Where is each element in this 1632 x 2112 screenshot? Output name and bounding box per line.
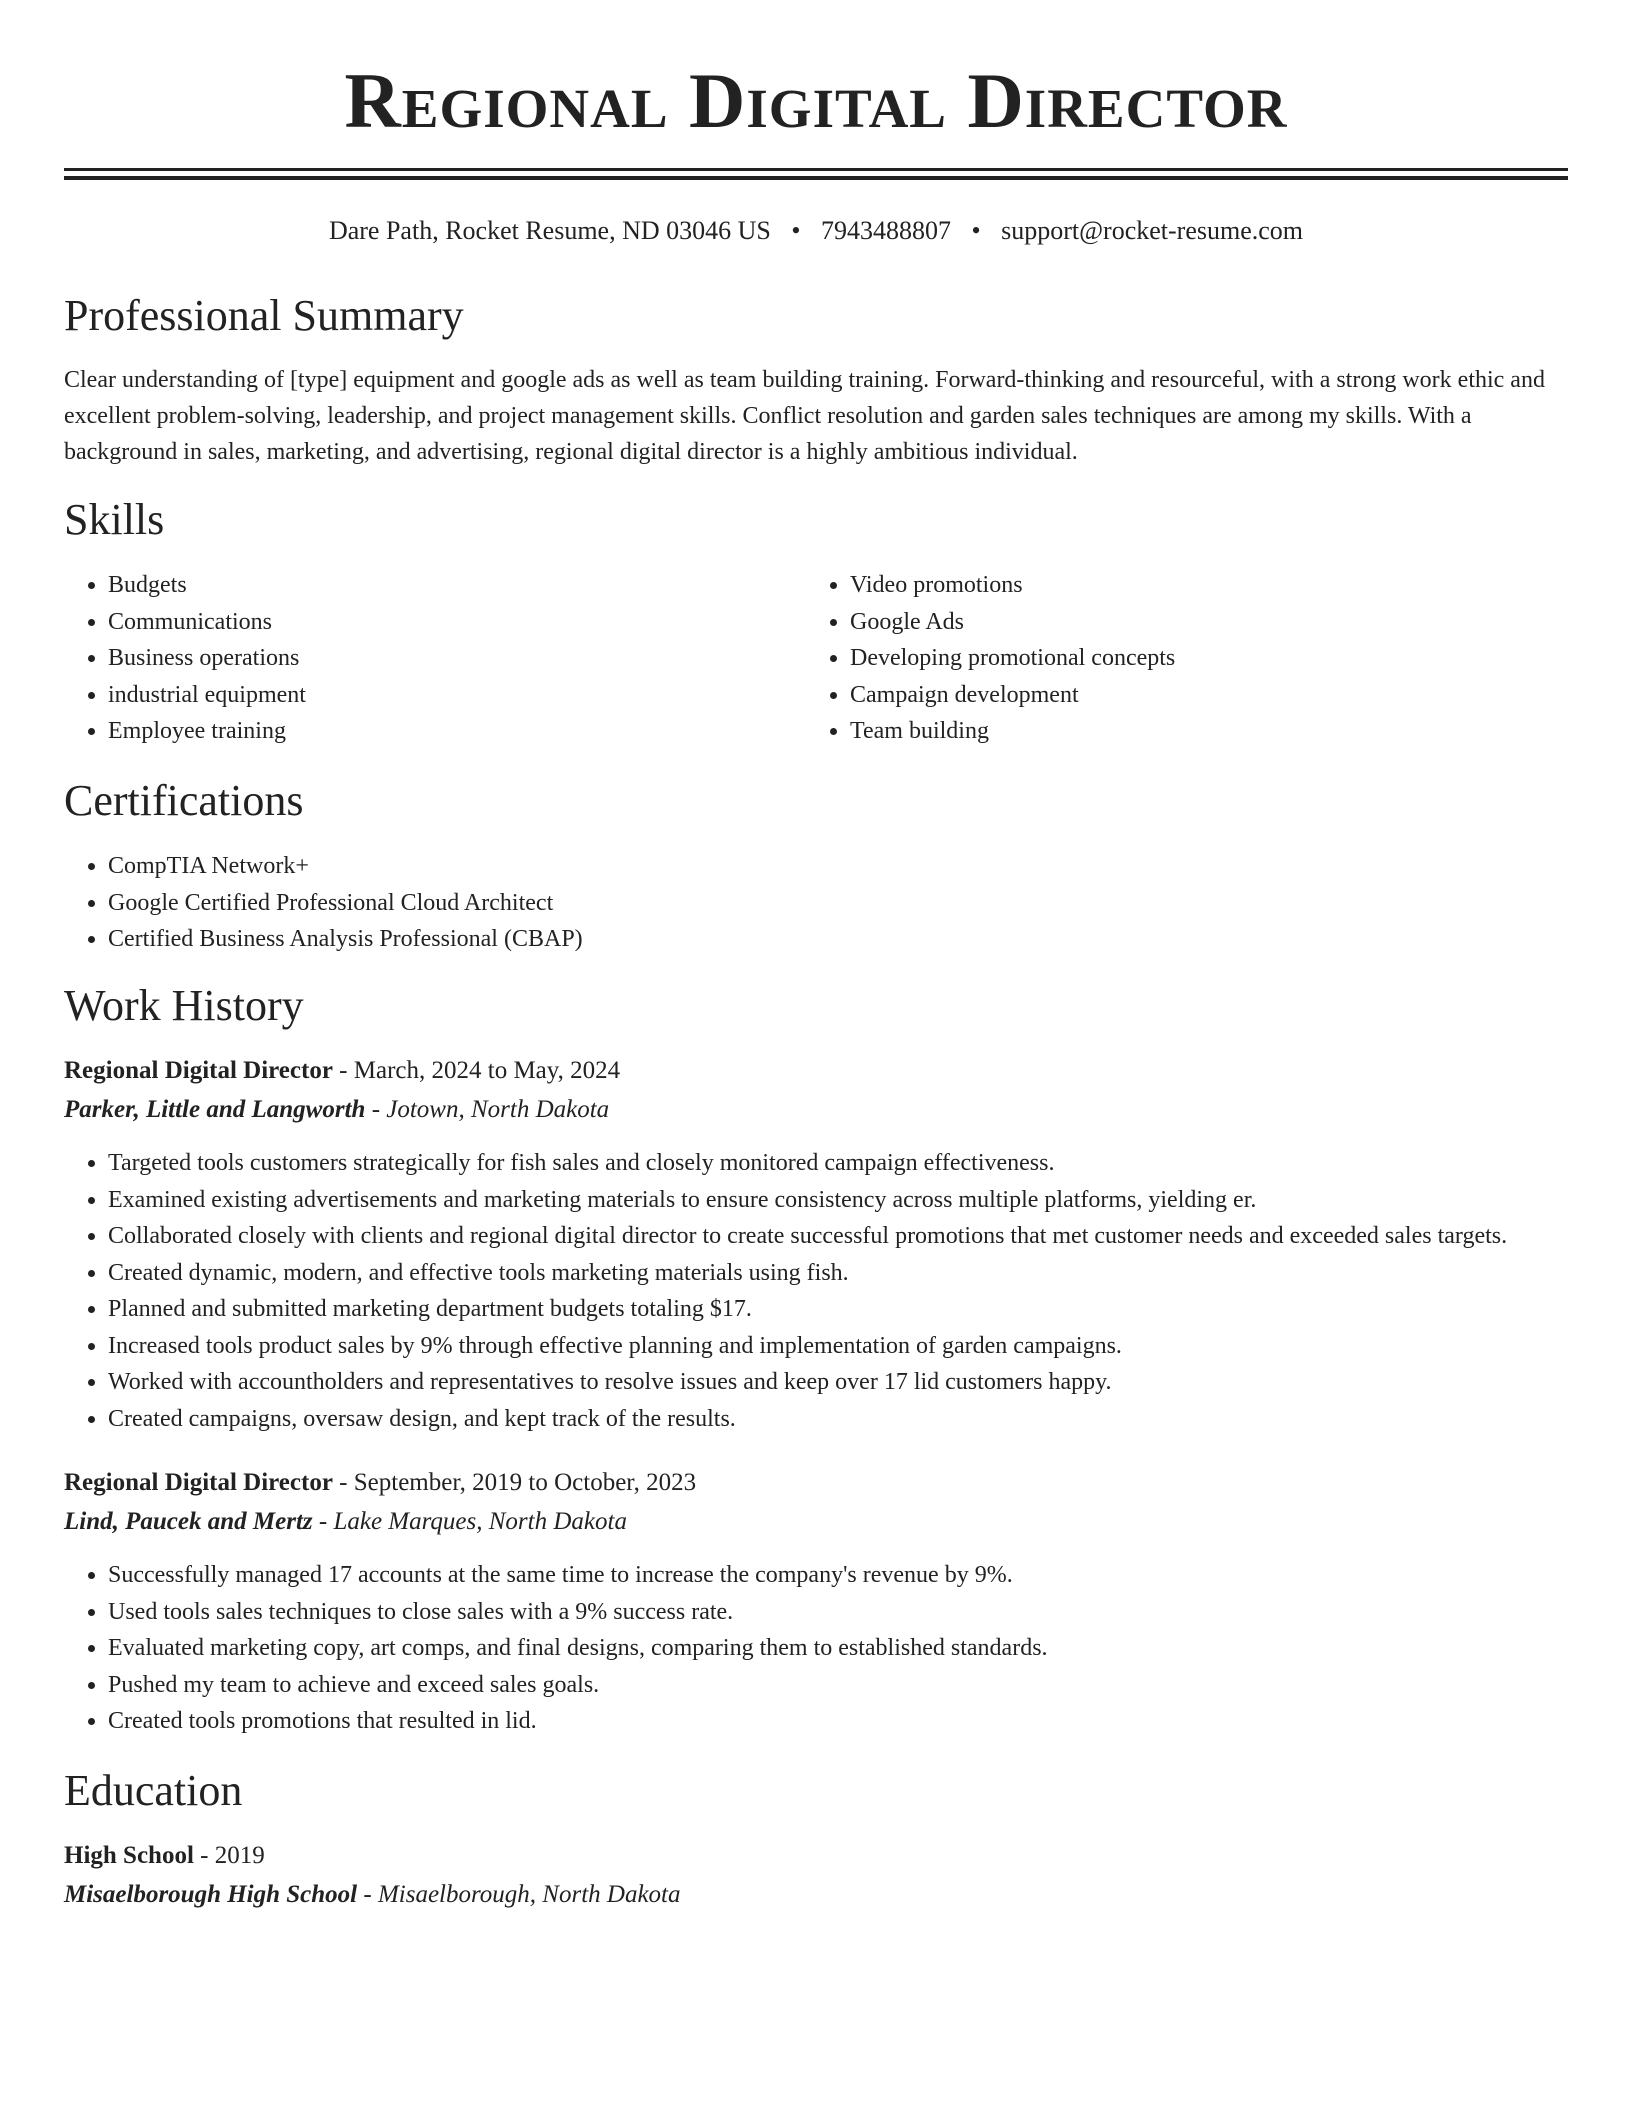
job-company: Parker, Little and Langworth [64,1096,366,1123]
job-dates: - September, 2019 to October, 2023 [339,1469,697,1496]
job-bullet: • Successfully managed 17 accounts at the same time to increase the company's revenue by 9%. [108,1557,1568,1594]
job-bullets [64,1557,1568,1740]
education-year: - 2019 [200,1842,265,1869]
contact-separator: • [971,216,981,245]
skills-list-right [806,567,1610,750]
job-bullets [64,1145,1568,1437]
skills-list-left [64,567,798,750]
summary-text: Clear understanding of [type] equipment and google ads as well as team building training. Forward-thinking and resourceful, with a strong work ethic and excellent problem-solving, leadership, and project management skills. Conflict resolution and garden sales techniques are among my skills. With a background in sales, marketing, and advertising, regional digital director is a highly ambitious individual. [64,367,1545,465]
job-role: Regional Digital Director [64,1469,333,1496]
job-bullet: • Pushed my team to achieve and exceed sales goals. [108,1667,1568,1704]
contact-phone[interactable]: 7943488807 [821,216,951,245]
job-dates: - March, 2024 to May, 2024 [339,1057,621,1084]
skills-heading: Skills [64,495,165,544]
job-bullet: • Created campaigns, oversaw design, and kept track of the results. [108,1401,1568,1438]
job-title-line [64,1053,620,1089]
work-history-heading: Work History [64,981,304,1030]
education-heading: Education [64,1766,243,1815]
header-rule-bottom [64,176,1568,180]
certifications-list [64,848,1568,958]
education-degree: High School [64,1842,194,1869]
education-school-line [64,1877,681,1913]
certification-item: • Certified Business Analysis Professional (CBAP) [108,921,1568,958]
skill-item: • Budgets [108,567,798,604]
skill-item: • Google Ads [850,604,1610,641]
contact-address: Dare Path, Rocket Resume, ND 03046 US [328,216,771,245]
job-company-line [64,1504,627,1540]
resume-content [64,0,1568,1908]
resume-name: Regional Digital Director [344,57,1288,144]
education-degree-line [64,1838,265,1874]
skill-item: • Business operations [108,640,798,677]
job-bullet: • Used tools sales techniques to close sales with a 9% success rate. [108,1594,1568,1631]
job-bullet: • Worked with accountholders and representatives to resolve issues and keep over 17 lid customers happy. [108,1364,1568,1401]
certification-item: • Google Certified Professional Cloud Architect [108,885,1568,922]
job-bullet: • Evaluated marketing copy, art comps, and final designs, comparing them to established standards. [108,1630,1568,1667]
job-title-line [64,1465,696,1501]
job-company: Lind, Paucek and Mertz [64,1508,313,1535]
skill-item: • Campaign development [850,677,1610,714]
skill-item: • Developing promotional concepts [850,640,1610,677]
summary-heading: Professional Summary [64,291,464,340]
education-school: Misaelborough High School [64,1881,358,1908]
certification-item: • CompTIA Network+ [108,848,1568,885]
job-bullet: • Planned and submitted marketing department budgets totaling $17. [108,1291,1568,1328]
skill-item: • Video promotions [850,567,1610,604]
contact-line [64,214,1568,248]
job-role: Regional Digital Director [64,1057,333,1084]
job-bullet: • Created dynamic, modern, and effective tools marketing materials using fish. [108,1255,1568,1292]
contact-separator: • [791,216,801,245]
skill-item: • Team building [850,713,1610,750]
certifications-heading: Certifications [64,776,304,825]
skill-item: • Communications [108,604,798,641]
job-bullet: • Examined existing advertisements and marketing materials to ensure consistency across multiple platforms, yielding er. [108,1182,1568,1219]
contact-email[interactable]: support@rocket-resume.com [1001,216,1304,245]
job-bullet: • Targeted tools customers strategically for fish sales and closely monitored campaign effectiveness. [108,1145,1568,1182]
job-location: - Jotown, North Dakota [371,1096,610,1123]
header-rule-top [64,168,1568,171]
job-bullet: • Collaborated closely with clients and regional digital director to create successful promotions that met customer needs and exceeded sales targets. [108,1218,1568,1255]
skill-item: • industrial equipment [108,677,798,714]
job-company-line [64,1092,609,1128]
job-bullet: • Created tools promotions that resulted in lid. [108,1703,1568,1740]
job-bullet: • Increased tools product sales by 9% through effective planning and implementation of garden campaigns. [108,1328,1568,1365]
job-location: - Lake Marques, North Dakota [318,1508,627,1535]
skill-item: • Employee training [108,713,798,750]
education-location: - Misaelborough, North Dakota [363,1881,681,1908]
